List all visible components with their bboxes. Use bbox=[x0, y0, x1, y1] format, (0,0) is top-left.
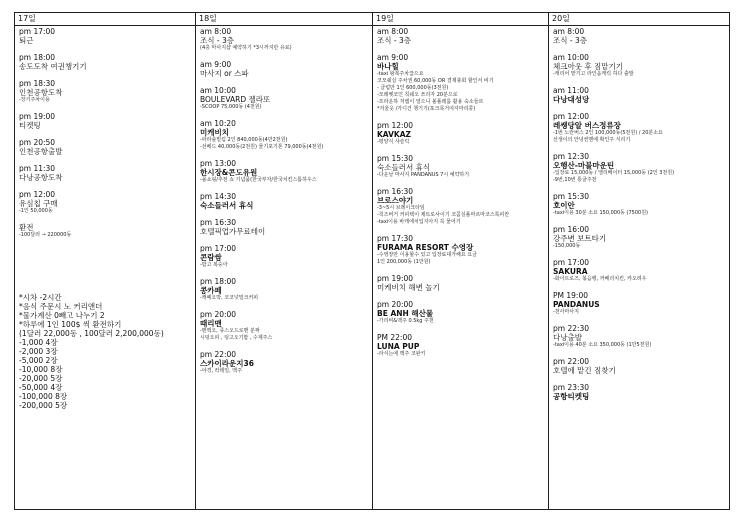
day-body bbox=[373, 26, 548, 358]
note-line: *하루에 1인 100$ 씩 환전하기 bbox=[19, 320, 122, 329]
entry-title: PANDANUS bbox=[553, 300, 600, 309]
note-line: -2,000 3장 bbox=[19, 347, 58, 356]
note-line: *음식 주문시 노 커리앤더 bbox=[19, 302, 103, 311]
entry-title: 인천공항출발 bbox=[19, 147, 63, 156]
entry-time: am 8:00 bbox=[553, 27, 585, 36]
day-body bbox=[196, 26, 372, 375]
entry-detail: -다운날 마사지 PANDANUS 7시 예약하기 bbox=[377, 172, 470, 178]
schedule-entry bbox=[19, 27, 195, 45]
day-body bbox=[549, 26, 729, 401]
schedule-entry bbox=[553, 383, 729, 401]
entry-time: am 11:00 bbox=[553, 86, 589, 95]
entry-title: 콘람쌈 bbox=[200, 253, 222, 262]
entry-detail: 시팅오피 , 텅고오기팝 , 수제주스 bbox=[200, 335, 273, 341]
note-line: *시차 -2시간 bbox=[19, 293, 62, 302]
entry-detail: -모레벳코인 칙쉐오 쓰리자 20분으로 bbox=[377, 92, 458, 98]
entry-detail: -캐페오박, 코코넛밀크커피 bbox=[200, 295, 259, 301]
schedule-entry bbox=[553, 291, 729, 316]
entry-detail: -몰쇼핑/추천 쇼 기념품(한국부자/한국치킨스톰하우스 bbox=[200, 177, 317, 183]
schedule-entry bbox=[200, 119, 372, 151]
entry-time: pm 18:00 bbox=[200, 277, 237, 286]
schedule-entry bbox=[553, 357, 729, 375]
entry-detail: -taxi 왕복주차끊으요 bbox=[377, 71, 424, 77]
entry-time: pm 17:00 bbox=[19, 27, 56, 36]
entry-detail: -프라운하 처렘이 열으니 볼폴레룸 활용 숙소들르 bbox=[377, 99, 484, 105]
entry-detail: -선베드 40,000동(2천원) 물기포기톤 79,000동(4천원) bbox=[200, 144, 324, 150]
schedule-entry bbox=[553, 112, 729, 144]
schedule-entry bbox=[19, 138, 195, 156]
schedule-entry bbox=[377, 274, 548, 292]
entry-time: pm 19:00 bbox=[19, 112, 56, 121]
entry-detail: -장기주차이용 bbox=[19, 97, 50, 103]
note-line: -10,000 8장 bbox=[19, 365, 63, 374]
entry-title: KAVKAZ bbox=[377, 130, 411, 139]
entry-title: 스카이라운지36 bbox=[200, 359, 254, 368]
entry-detail: (4층 마사지샵 예약하기 *3시까지만 유료) bbox=[200, 45, 292, 51]
day-header: 18일 bbox=[196, 13, 372, 26]
entry-detail: -맨맥오, 쥬스오드로맨 분짜 bbox=[200, 328, 260, 334]
schedule-entry bbox=[553, 225, 729, 250]
entry-title: 체크아웃 후 짐맡기기 bbox=[553, 62, 623, 71]
schedule-entry bbox=[377, 187, 548, 226]
schedule-entry bbox=[19, 79, 195, 104]
entry-time: pm 12:00 bbox=[553, 112, 590, 121]
entry-detail: - 클럽만 1인 600,000동(3천원) bbox=[377, 85, 449, 91]
schedule-entry bbox=[19, 223, 195, 239]
entry-time: pm 22:00 bbox=[553, 357, 590, 366]
entry-detail: 1인 200,000동 (1만원) bbox=[377, 259, 431, 265]
note-line: -20,000 5장 bbox=[19, 374, 63, 383]
entry-time: pm 22:30 bbox=[553, 324, 590, 333]
schedule-entry bbox=[200, 277, 372, 302]
entry-title: 호이안 bbox=[553, 201, 575, 210]
entry-time: am 9:00 bbox=[200, 60, 232, 69]
entry-detail: -수영장만 이용할수 있고 입장료대가해요 요금 bbox=[377, 252, 477, 258]
schedule-entry bbox=[377, 300, 548, 325]
schedule-entry bbox=[377, 27, 548, 45]
entry-detail: -100달러 → 220000동 bbox=[19, 232, 72, 238]
entry-title: 호텔에 맡긴 짐찾기 bbox=[553, 366, 616, 375]
entry-time: pm 17:30 bbox=[377, 234, 414, 243]
note-line: (1달러 22,000동 , 100달러 2,200,000동) bbox=[19, 329, 164, 338]
entry-time: am 10:20 bbox=[200, 119, 236, 128]
entry-title: BE ANH 해산물 bbox=[377, 309, 434, 318]
entry-title: 인천공항도착 bbox=[19, 88, 63, 97]
entry-title: 숙소들러서 휴식 bbox=[200, 201, 254, 210]
entry-title: 때리맨 bbox=[200, 319, 222, 328]
schedule-entry bbox=[19, 112, 195, 130]
entry-title: 레쌩당알 버스정류장 bbox=[553, 121, 621, 130]
entry-title: 다낭공항도착 bbox=[19, 173, 63, 182]
itinerary-table bbox=[14, 12, 730, 510]
entry-detail: -taxi이용 바캐에치입지아지 꼭 물어기 bbox=[377, 219, 461, 225]
entry-title: 송도도착 여권챙기기 bbox=[19, 62, 87, 71]
day-body bbox=[15, 26, 195, 410]
entry-title: FURAMA RESORT 수영장 bbox=[377, 243, 474, 252]
schedule-entry bbox=[19, 53, 195, 71]
entry-title: 마사지 or 스파 bbox=[200, 69, 249, 78]
schedule-entry bbox=[19, 164, 195, 182]
entry-title: 브로스야기 bbox=[377, 196, 414, 205]
note-line: -200,000 5장 bbox=[19, 401, 68, 410]
schedule-entry bbox=[200, 350, 372, 375]
schedule-entry bbox=[377, 154, 548, 179]
entry-time: am 8:00 bbox=[200, 27, 232, 36]
entry-title: 바나힐 bbox=[377, 62, 399, 71]
entry-title: 환전 bbox=[19, 223, 34, 232]
day-header: 19일 bbox=[373, 13, 548, 26]
entry-detail: -파라솔빌림 2인 840,000동(4만2천원) bbox=[200, 137, 288, 143]
entry-time: pm 12:30 bbox=[553, 152, 590, 161]
entry-title: 오행산-마블마운틴 bbox=[553, 161, 615, 170]
notes-block bbox=[19, 293, 195, 410]
entry-time: pm 17:00 bbox=[553, 258, 590, 267]
day-column bbox=[15, 13, 196, 509]
entry-detail: -야경, 칵테일, 맥주 bbox=[200, 368, 242, 374]
entry-detail: -입장료 15,000동 / 엘리베이터 15,000동 (2인 3천원) bbox=[553, 170, 675, 176]
entry-time: pm 16:30 bbox=[200, 218, 237, 227]
schedule-entry bbox=[553, 152, 729, 184]
entry-detail: -평양식 샤슬릭 bbox=[377, 139, 410, 145]
schedule-entry bbox=[200, 60, 372, 78]
entry-detail: -1번 노란버스 2인 100,000동(5천원) / 20분소요 bbox=[553, 130, 663, 136]
entry-detail: *겨울옷 /가디건 챙기기(포크목거여자마리콩) bbox=[377, 106, 476, 112]
note-line: -5,000 2장 bbox=[19, 356, 58, 365]
schedule-entry bbox=[553, 258, 729, 283]
entry-title: 조식 - 3층 bbox=[553, 36, 587, 45]
entry-time: am 10:00 bbox=[553, 53, 589, 62]
entry-time: pm 15:30 bbox=[553, 192, 590, 201]
entry-time: PM 22:00 bbox=[377, 333, 412, 342]
schedule-entry bbox=[377, 234, 548, 266]
day-column bbox=[373, 13, 549, 509]
schedule-entry bbox=[200, 159, 372, 184]
entry-title: 숙소들러서 휴식 bbox=[377, 163, 431, 172]
entry-time: pm 12:00 bbox=[19, 190, 56, 199]
entry-title: 한시장&콘도유원 bbox=[200, 168, 258, 177]
entry-detail: -캐리어 맡기고 라인옵캐릭 하다 출발 bbox=[553, 71, 634, 77]
entry-time: pm 19:00 bbox=[377, 274, 414, 283]
entry-title: 공항티켓팅 bbox=[553, 392, 590, 401]
entry-time: pm 16:00 bbox=[553, 225, 590, 234]
entry-title: 조식 - 3층 bbox=[200, 36, 234, 45]
entry-time: pm 20:50 bbox=[19, 138, 56, 147]
day-header: 17일 bbox=[15, 13, 195, 26]
entry-title: 미케비치 bbox=[200, 128, 229, 137]
entry-detail: -화이트로즈, 볶음뱅, 까베리치킨, 캬오려우 bbox=[553, 276, 647, 282]
entry-title: 콩카페 bbox=[200, 286, 222, 295]
entry-detail: -3~5시 브레이크타임 bbox=[377, 205, 425, 211]
entry-detail: -1인 50,000동 bbox=[19, 208, 53, 214]
schedule-entry bbox=[200, 192, 372, 210]
entry-detail: -taxi이용 30분 소요 150,000동 (7500원) bbox=[553, 210, 649, 216]
entry-time: pm 23:30 bbox=[553, 383, 590, 392]
entry-detail: -천사마사지 bbox=[553, 309, 579, 315]
entry-title: 강주변 보트타기 bbox=[553, 234, 607, 243]
entry-detail: 선생이의 안녕씬맨에 확인주 식리기 bbox=[553, 137, 631, 143]
entry-time: am 10:00 bbox=[200, 86, 236, 95]
schedule-entry bbox=[553, 27, 729, 45]
entry-detail: -가리비&맥주 0.5kg 주천 bbox=[377, 318, 434, 324]
entry-time: pm 14:30 bbox=[200, 192, 237, 201]
entry-detail: -칙즈버거 커피텍이 제트로사이기 코콤실폴마르마코스톡피칸 bbox=[377, 212, 510, 218]
note-line: -50,000 4장 bbox=[19, 383, 63, 392]
entry-time: pm 12:00 bbox=[377, 121, 414, 130]
entry-detail: -라식는에 맥주 코완키 bbox=[377, 351, 426, 357]
entry-title: 유심칩 구매 bbox=[19, 199, 58, 208]
entry-title: LUNA PUP bbox=[377, 342, 420, 351]
schedule-entry bbox=[553, 86, 729, 104]
entry-title: 다낭대성당 bbox=[553, 95, 590, 104]
entry-detail: 코모쉐실 주차권 60,000동 OR 결제총회 할인서 비기 bbox=[377, 78, 494, 84]
entry-title: 미케비치 해변 놀기 bbox=[377, 283, 440, 292]
entry-time: pm 20:00 bbox=[200, 310, 237, 319]
schedule-entry bbox=[377, 121, 548, 146]
day-column bbox=[549, 13, 729, 509]
schedule-entry bbox=[553, 53, 729, 78]
entry-detail: -9번,10번 통굴주천 bbox=[553, 177, 597, 183]
day-column bbox=[196, 13, 373, 509]
entry-detail: -SCOOP 75,000동 (4천원) bbox=[200, 104, 262, 110]
day-header: 20일 bbox=[549, 13, 729, 26]
entry-detail: -팝고 복숭아 bbox=[200, 262, 228, 268]
entry-detail: -taxi이용 40분 소요 350,000동 (1만5천원) bbox=[553, 342, 652, 348]
entry-time: am 8:00 bbox=[377, 27, 409, 36]
entry-time: PM 19:00 bbox=[553, 291, 588, 300]
entry-time: pm 11:30 bbox=[19, 164, 56, 173]
schedule-entry bbox=[200, 86, 372, 111]
entry-time: pm 18:00 bbox=[19, 53, 56, 62]
note-line: *물가계산 0빼고 나누기 2 bbox=[19, 311, 105, 320]
entry-time: pm 15:30 bbox=[377, 154, 414, 163]
entry-title: 퇴근 bbox=[19, 36, 34, 45]
schedule-entry bbox=[19, 190, 195, 215]
schedule-entry bbox=[553, 324, 729, 349]
entry-time: pm 20:00 bbox=[377, 300, 414, 309]
schedule-entry bbox=[377, 333, 548, 358]
entry-title: 다낭출발 bbox=[553, 333, 582, 342]
entry-title: BOULEVARD 젤라또 bbox=[200, 95, 271, 104]
entry-time: am 9:00 bbox=[377, 53, 409, 62]
entry-time: pm 16:30 bbox=[377, 187, 414, 196]
schedule-entry bbox=[200, 310, 372, 342]
entry-time: pm 17:00 bbox=[200, 244, 237, 253]
schedule-entry bbox=[377, 53, 548, 113]
entry-title: SAKURA bbox=[553, 267, 588, 276]
entry-time: pm 18:30 bbox=[19, 79, 56, 88]
entry-title: 조식 - 3층 bbox=[377, 36, 411, 45]
schedule-entry bbox=[553, 192, 729, 217]
entry-time: pm 13:00 bbox=[200, 159, 237, 168]
entry-detail: -150,000동 bbox=[553, 243, 581, 249]
entry-title: 호텔픽업가무료테이 bbox=[200, 227, 266, 236]
schedule-entry bbox=[200, 27, 372, 52]
entry-title: 티켓팅 bbox=[19, 121, 41, 130]
note-line: -100,000 8장 bbox=[19, 392, 68, 401]
schedule-entry bbox=[200, 244, 372, 269]
entry-time: pm 22:00 bbox=[200, 350, 237, 359]
note-line: -1,000 4장 bbox=[19, 338, 58, 347]
schedule-entry bbox=[200, 218, 372, 236]
